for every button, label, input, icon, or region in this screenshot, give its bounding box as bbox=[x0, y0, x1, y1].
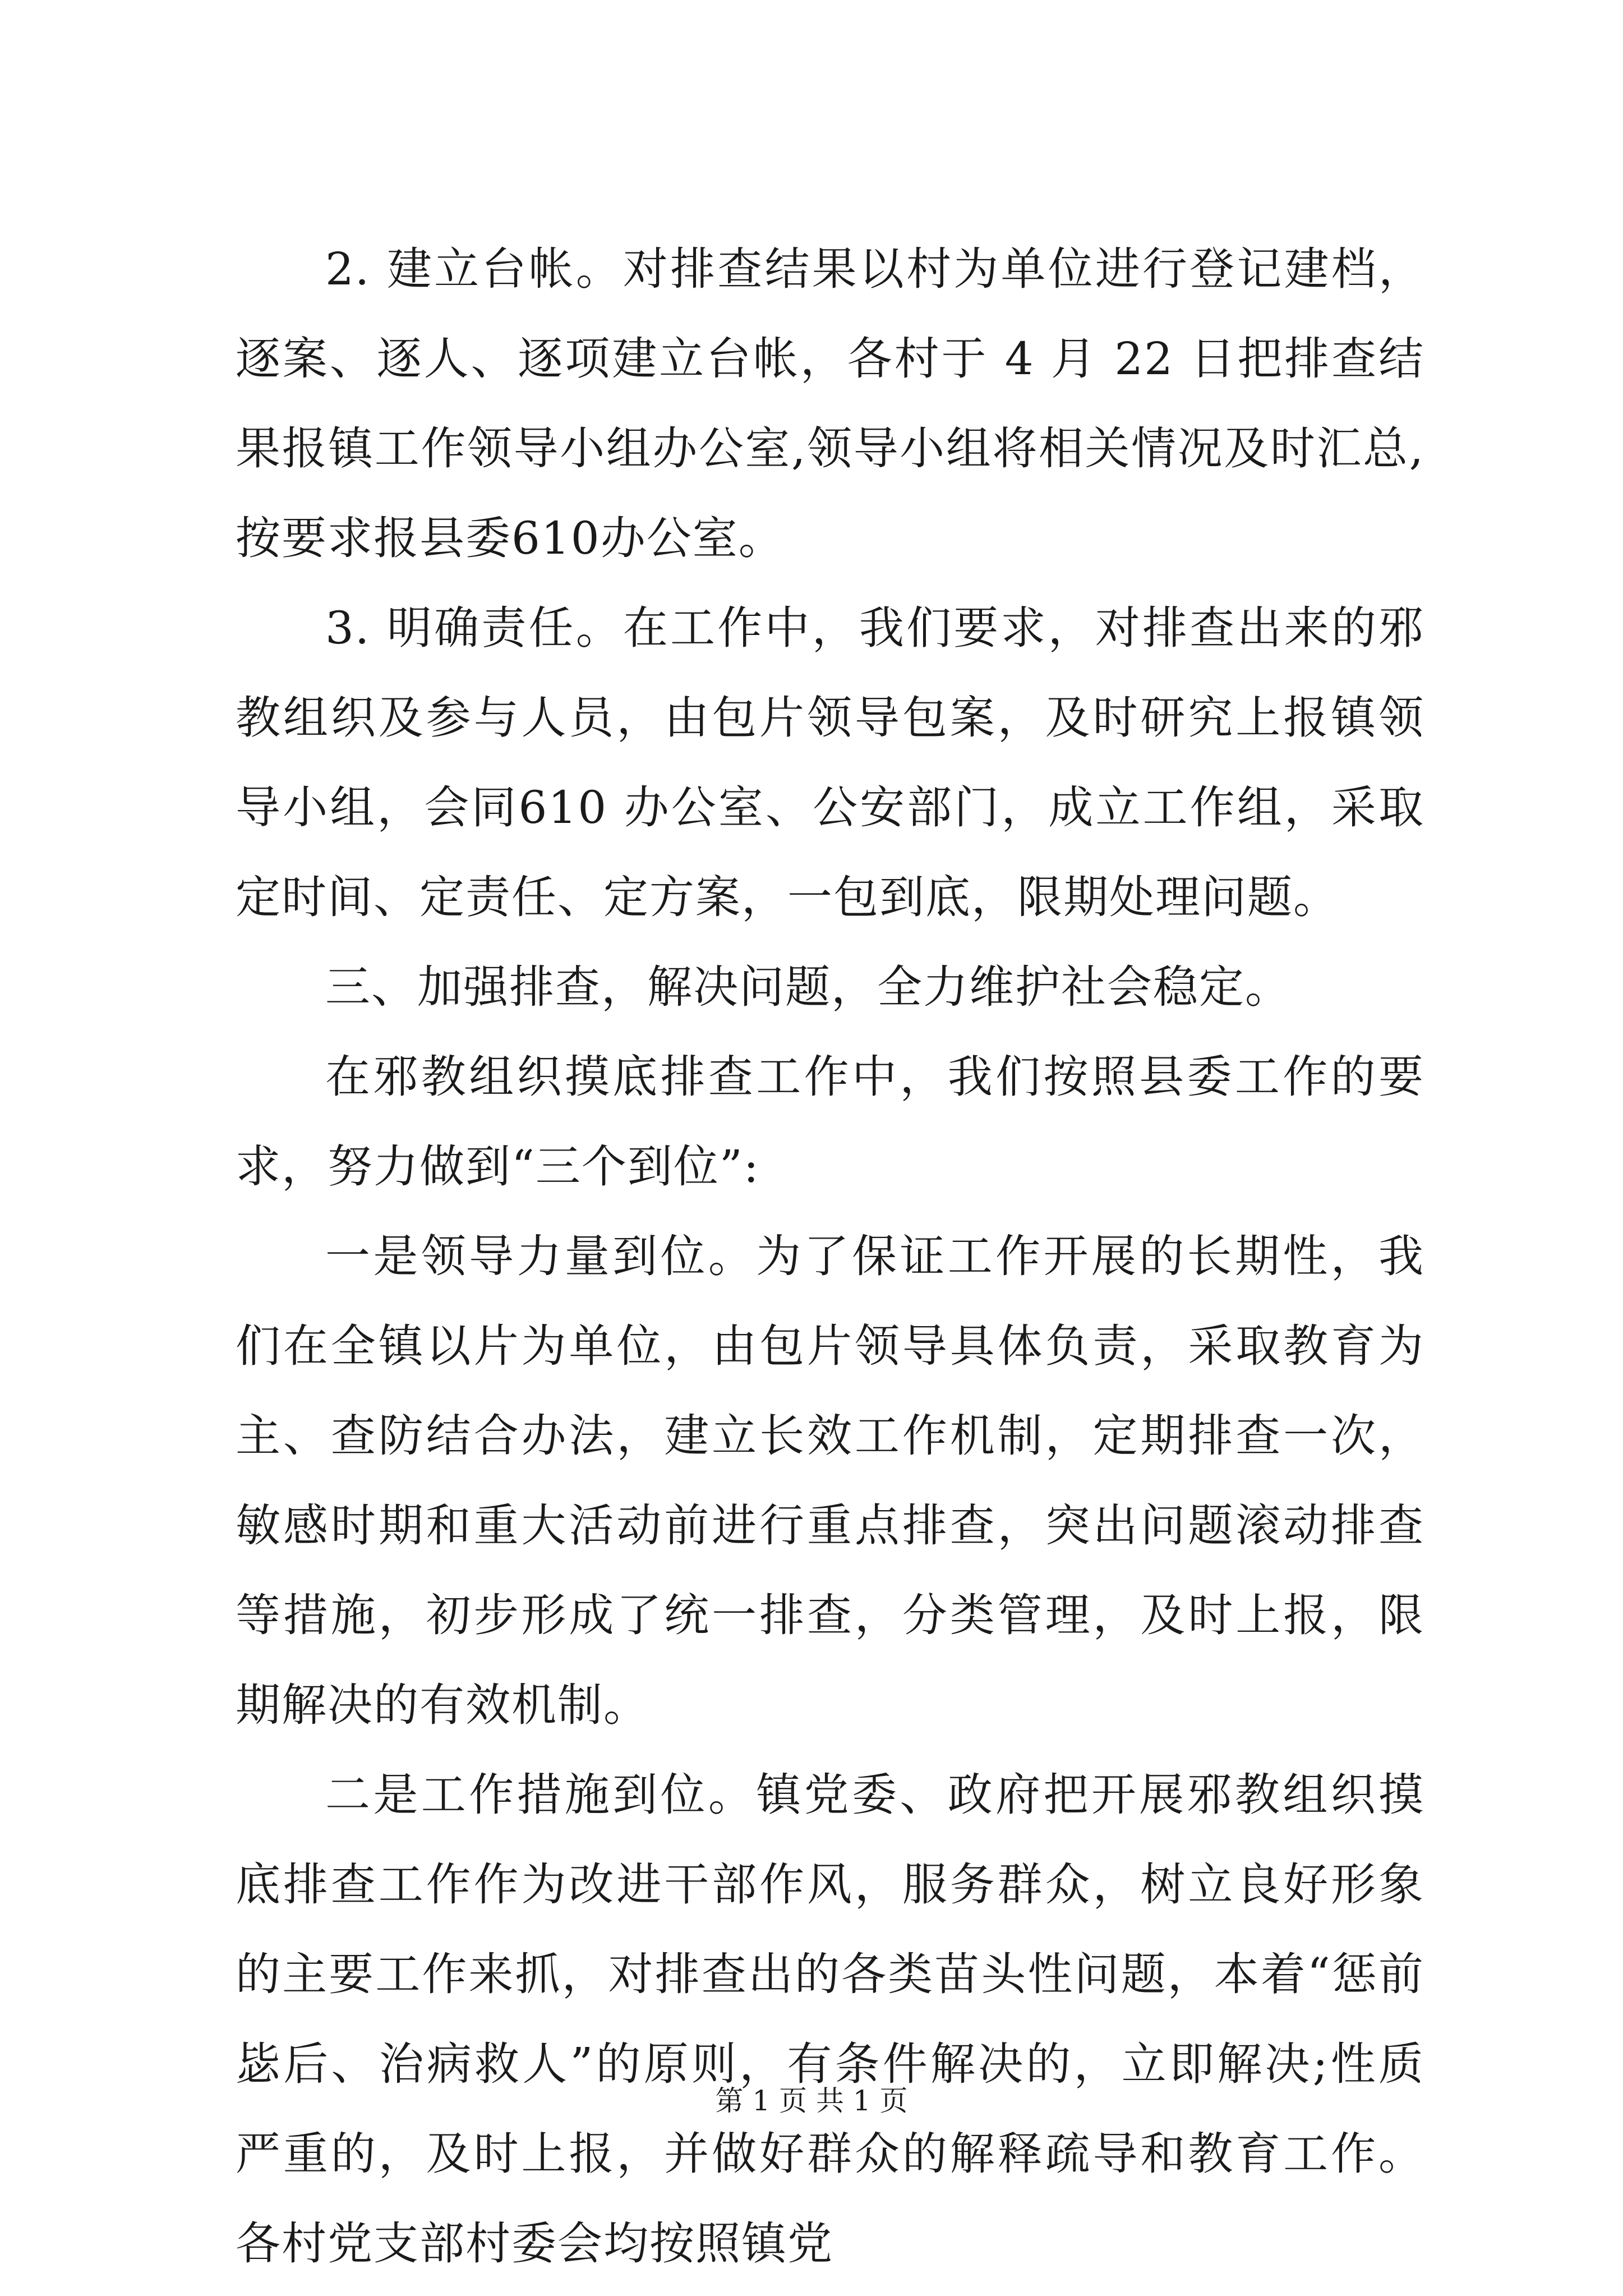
paragraph-measures-in-place: 二是工作措施到位。镇党委、政府把开展邪教组织摸底排查工作作为改进干部作风，服务群众，树立良好形象的主要工作来抓，对排查出的各类苗头性问题，本着“惩前毖后、治病救人”的原则，有条件解决的，立即解决;性质严重的，及时上报，并做好群众的解释疏导和教育工作。各村党支部村委会均按照镇党 bbox=[236, 1769, 1424, 2270]
paragraph-three-in-place: 在邪教组织摸底排查工作中，我们按照县委工作的要求，努力做到“三个到位”: bbox=[236, 1051, 1424, 1193]
paragraph-leadership-in-place: 一是领导力量到位。为了保证工作开展的长期性，我们在全镇以片为单位，由包片领导具体负责，采取教育为主、查防结合办法，建立长效工作机制，定期排查一次，敏感时期和重大活动前进行重点排查，突出问题滚动排查等措施，初步形成了统一排查，分类管理，及时上报，限期解决的有效机制。 bbox=[236, 1230, 1424, 1731]
page-number-footer: 第 1 页 共 1 页 bbox=[715, 2085, 908, 2117]
document-body bbox=[236, 224, 1424, 2289]
paragraph-establish-ledger: 2. 建立台帐。对排查结果以村为单位进行登记建档，逐案、逐人、逐项建立台帐，各村于 4 月 22 日把排查结果报镇工作领导小组办公室,领导小组将相关情况及时汇总,按要求报县委610办公室。 bbox=[236, 243, 1424, 564]
section-heading-three: 三、加强排查，解决问题，全力维护社会稳定。 bbox=[325, 961, 1291, 1013]
paragraph-clarify-responsibility: 3. 明确责任。在工作中，我们要求，对排查出来的邪教组织及参与人员，由包片领导包案，及时研究上报镇领导小组，会同610 办公室、公安部门，成立工作组，采取定时间、定责任、定方案，一包到底，限期处理问题。 bbox=[236, 602, 1424, 923]
